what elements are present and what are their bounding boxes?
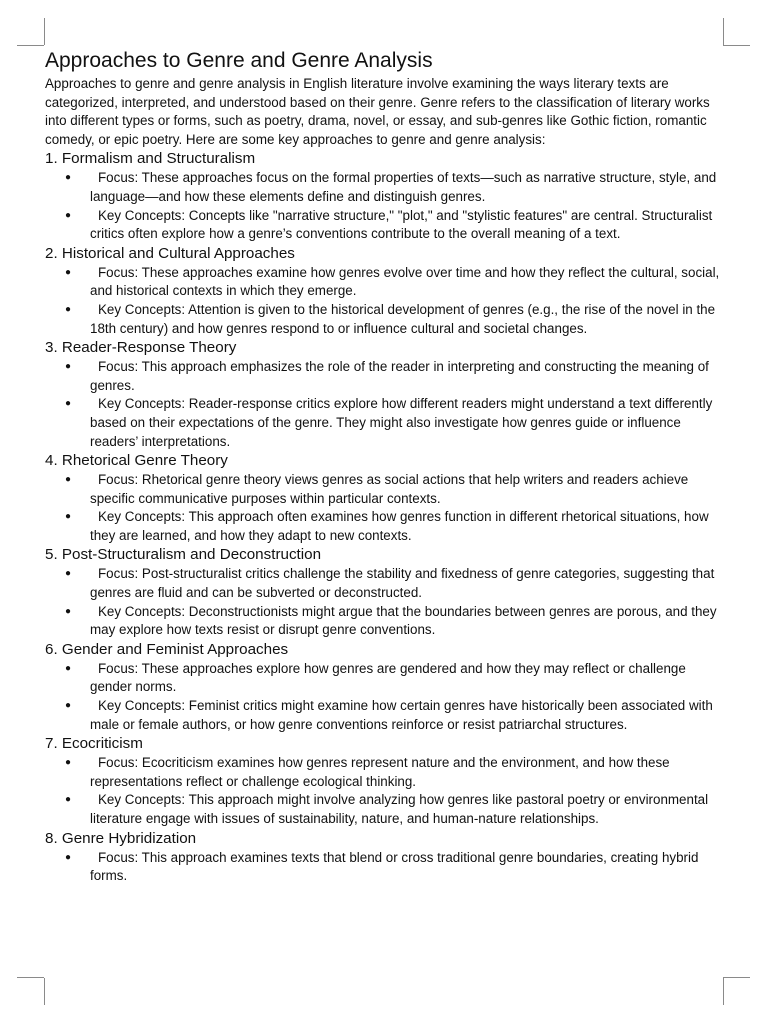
- section: [45, 734, 725, 828]
- bullet-icon: ●: [65, 398, 72, 410]
- list-item: [45, 697, 725, 734]
- list-item: [45, 358, 725, 395]
- bullet-icon: ●: [65, 361, 72, 373]
- list-item: [45, 207, 725, 244]
- list-item-text: Key Concepts: Deconstructionists might argue that the boundaries between genres are porous, and they may explore how texts resist or disrupt genre conventions.: [90, 603, 717, 638]
- bullet-list: [45, 660, 725, 734]
- list-item: [45, 169, 725, 206]
- bullet-list: [45, 471, 725, 545]
- bullet-icon: ●: [65, 568, 72, 580]
- bullet-icon: ●: [65, 303, 72, 315]
- document-page: [45, 46, 725, 886]
- list-item: [45, 603, 725, 640]
- section: [45, 829, 725, 886]
- list-item-text: Focus: These approaches explore how genres are gendered and how they may reflect or challenge gender norms.: [90, 660, 686, 695]
- list-item-text: Focus: These approaches focus on the formal properties of texts—such as narrative structure, style, and language—and how these elements define and distinguish genres.: [90, 170, 717, 204]
- bullet-list: [45, 169, 725, 243]
- bullet-list: [45, 358, 725, 451]
- section-heading: 5. Post-Structuralism and Deconstruction: [45, 546, 322, 564]
- bullet-icon: ●: [65, 209, 72, 221]
- section-heading: 1. Formalism and Structuralism: [45, 150, 256, 168]
- bullet-icon: ●: [65, 474, 72, 486]
- list-item-text: Key Concepts: Reader-response critics explore how different readers might understand a text differently based on their expectations of the genre. They might also investigate how genres guide or influence readers’ interpretations.: [90, 396, 713, 449]
- bullet-icon: ●: [65, 266, 72, 278]
- section-heading: 8. Genre Hybridization: [45, 829, 197, 847]
- section: [45, 451, 725, 545]
- section-heading: 4. Rhetorical Genre Theory: [45, 452, 228, 470]
- bullet-icon: ●: [65, 605, 72, 617]
- section: [45, 640, 725, 734]
- bullet-list: [45, 849, 725, 886]
- document-title: Approaches to Genre and Genre Analysis: [45, 49, 433, 72]
- list-item-text: Focus: This approach examines texts that blend or cross traditional genre boundaries, creating hybrid forms.: [90, 849, 699, 884]
- list-item: [45, 754, 725, 791]
- section: [45, 338, 725, 451]
- bullet-list: [45, 565, 725, 639]
- list-item: [45, 565, 725, 602]
- list-item-text: Focus: Post-structuralist critics challenge the stability and fixedness of genre categories, suggesting that genres are fluid and can be subverted or deconstructed.: [90, 566, 715, 601]
- list-item: [45, 508, 725, 545]
- list-item: [45, 395, 725, 451]
- bullet-icon: ●: [65, 851, 72, 863]
- bullet-list: [45, 264, 725, 338]
- list-item-text: Focus: This approach emphasizes the role of the reader in interpreting and constructing the meaning of genres.: [90, 359, 709, 393]
- list-item: [45, 660, 725, 697]
- list-item-text: Key Concepts: Concepts like "narrative structure," "plot," and "stylistic features" are central. Structuralist critics often explore how a genre’s conventions contribute to the overall meaning of a text.: [90, 207, 713, 242]
- section: [45, 545, 725, 639]
- bullet-icon: ●: [65, 757, 72, 769]
- list-item-text: Focus: These approaches examine how genres evolve over time and how they reflect the cultural, social, and historical contexts in which they emerge.: [90, 264, 720, 299]
- bullet-icon: ●: [65, 700, 72, 712]
- section: [45, 149, 725, 243]
- intro-paragraph: Approaches to genre and genre analysis in English literature involve examining the ways literary texts are categorized, interpreted, and understood based on their genre. Genre refers to the classification of literary works into different types or forms, such as poetry, drama, novel, or essay, and sub-genres like Gothic fiction, romantic comedy, or epic poetry. Here are some key approaches to genre and genre analysis:: [45, 76, 710, 147]
- section-heading: 2. Historical and Cultural Approaches: [45, 244, 295, 262]
- section-heading: 7. Ecocriticism: [45, 735, 143, 753]
- list-item-text: Focus: Rhetorical genre theory views genres as social actions that help writers and readers achieve specific communicative purposes within particular contexts.: [90, 472, 689, 506]
- section-heading: 3. Reader-Response Theory: [45, 339, 237, 357]
- list-item-text: Focus: Ecocriticism examines how genres represent nature and the environment, and how these representations reflect or challenge ecological thinking.: [90, 755, 670, 789]
- list-item-text: Key Concepts: This approach often examines how genres function in different rhetorical situations, how they are learned, and how they adapt to new contexts.: [90, 509, 709, 543]
- section: [45, 244, 725, 338]
- sections-list: [45, 149, 725, 885]
- bullet-icon: ●: [65, 794, 72, 806]
- list-item: [45, 791, 725, 828]
- list-item: [45, 301, 725, 338]
- list-item-text: Key Concepts: Feminist critics might examine how certain genres have historically been associated with male or female authors, or how genre conventions reinforce or resist patriarchal structures.: [90, 698, 713, 732]
- bullet-list: [45, 754, 725, 828]
- bullet-icon: ●: [65, 172, 72, 184]
- list-item: [45, 264, 725, 301]
- section-heading: 6. Gender and Feminist Approaches: [45, 640, 289, 658]
- list-item-text: Key Concepts: Attention is given to the historical development of genres (e.g., the rise of the novel in the 18th century) and how genres respond to or influence cultural and societal changes.: [90, 301, 716, 336]
- bullet-icon: ●: [65, 511, 72, 523]
- bullet-icon: ●: [65, 662, 72, 674]
- list-item: [45, 471, 725, 508]
- list-item: [45, 849, 725, 886]
- list-item-text: Key Concepts: This approach might involve analyzing how genres like pastoral poetry or environmental literature engage with issues of sustainability, nature, and human-nature relationships.: [90, 792, 709, 826]
